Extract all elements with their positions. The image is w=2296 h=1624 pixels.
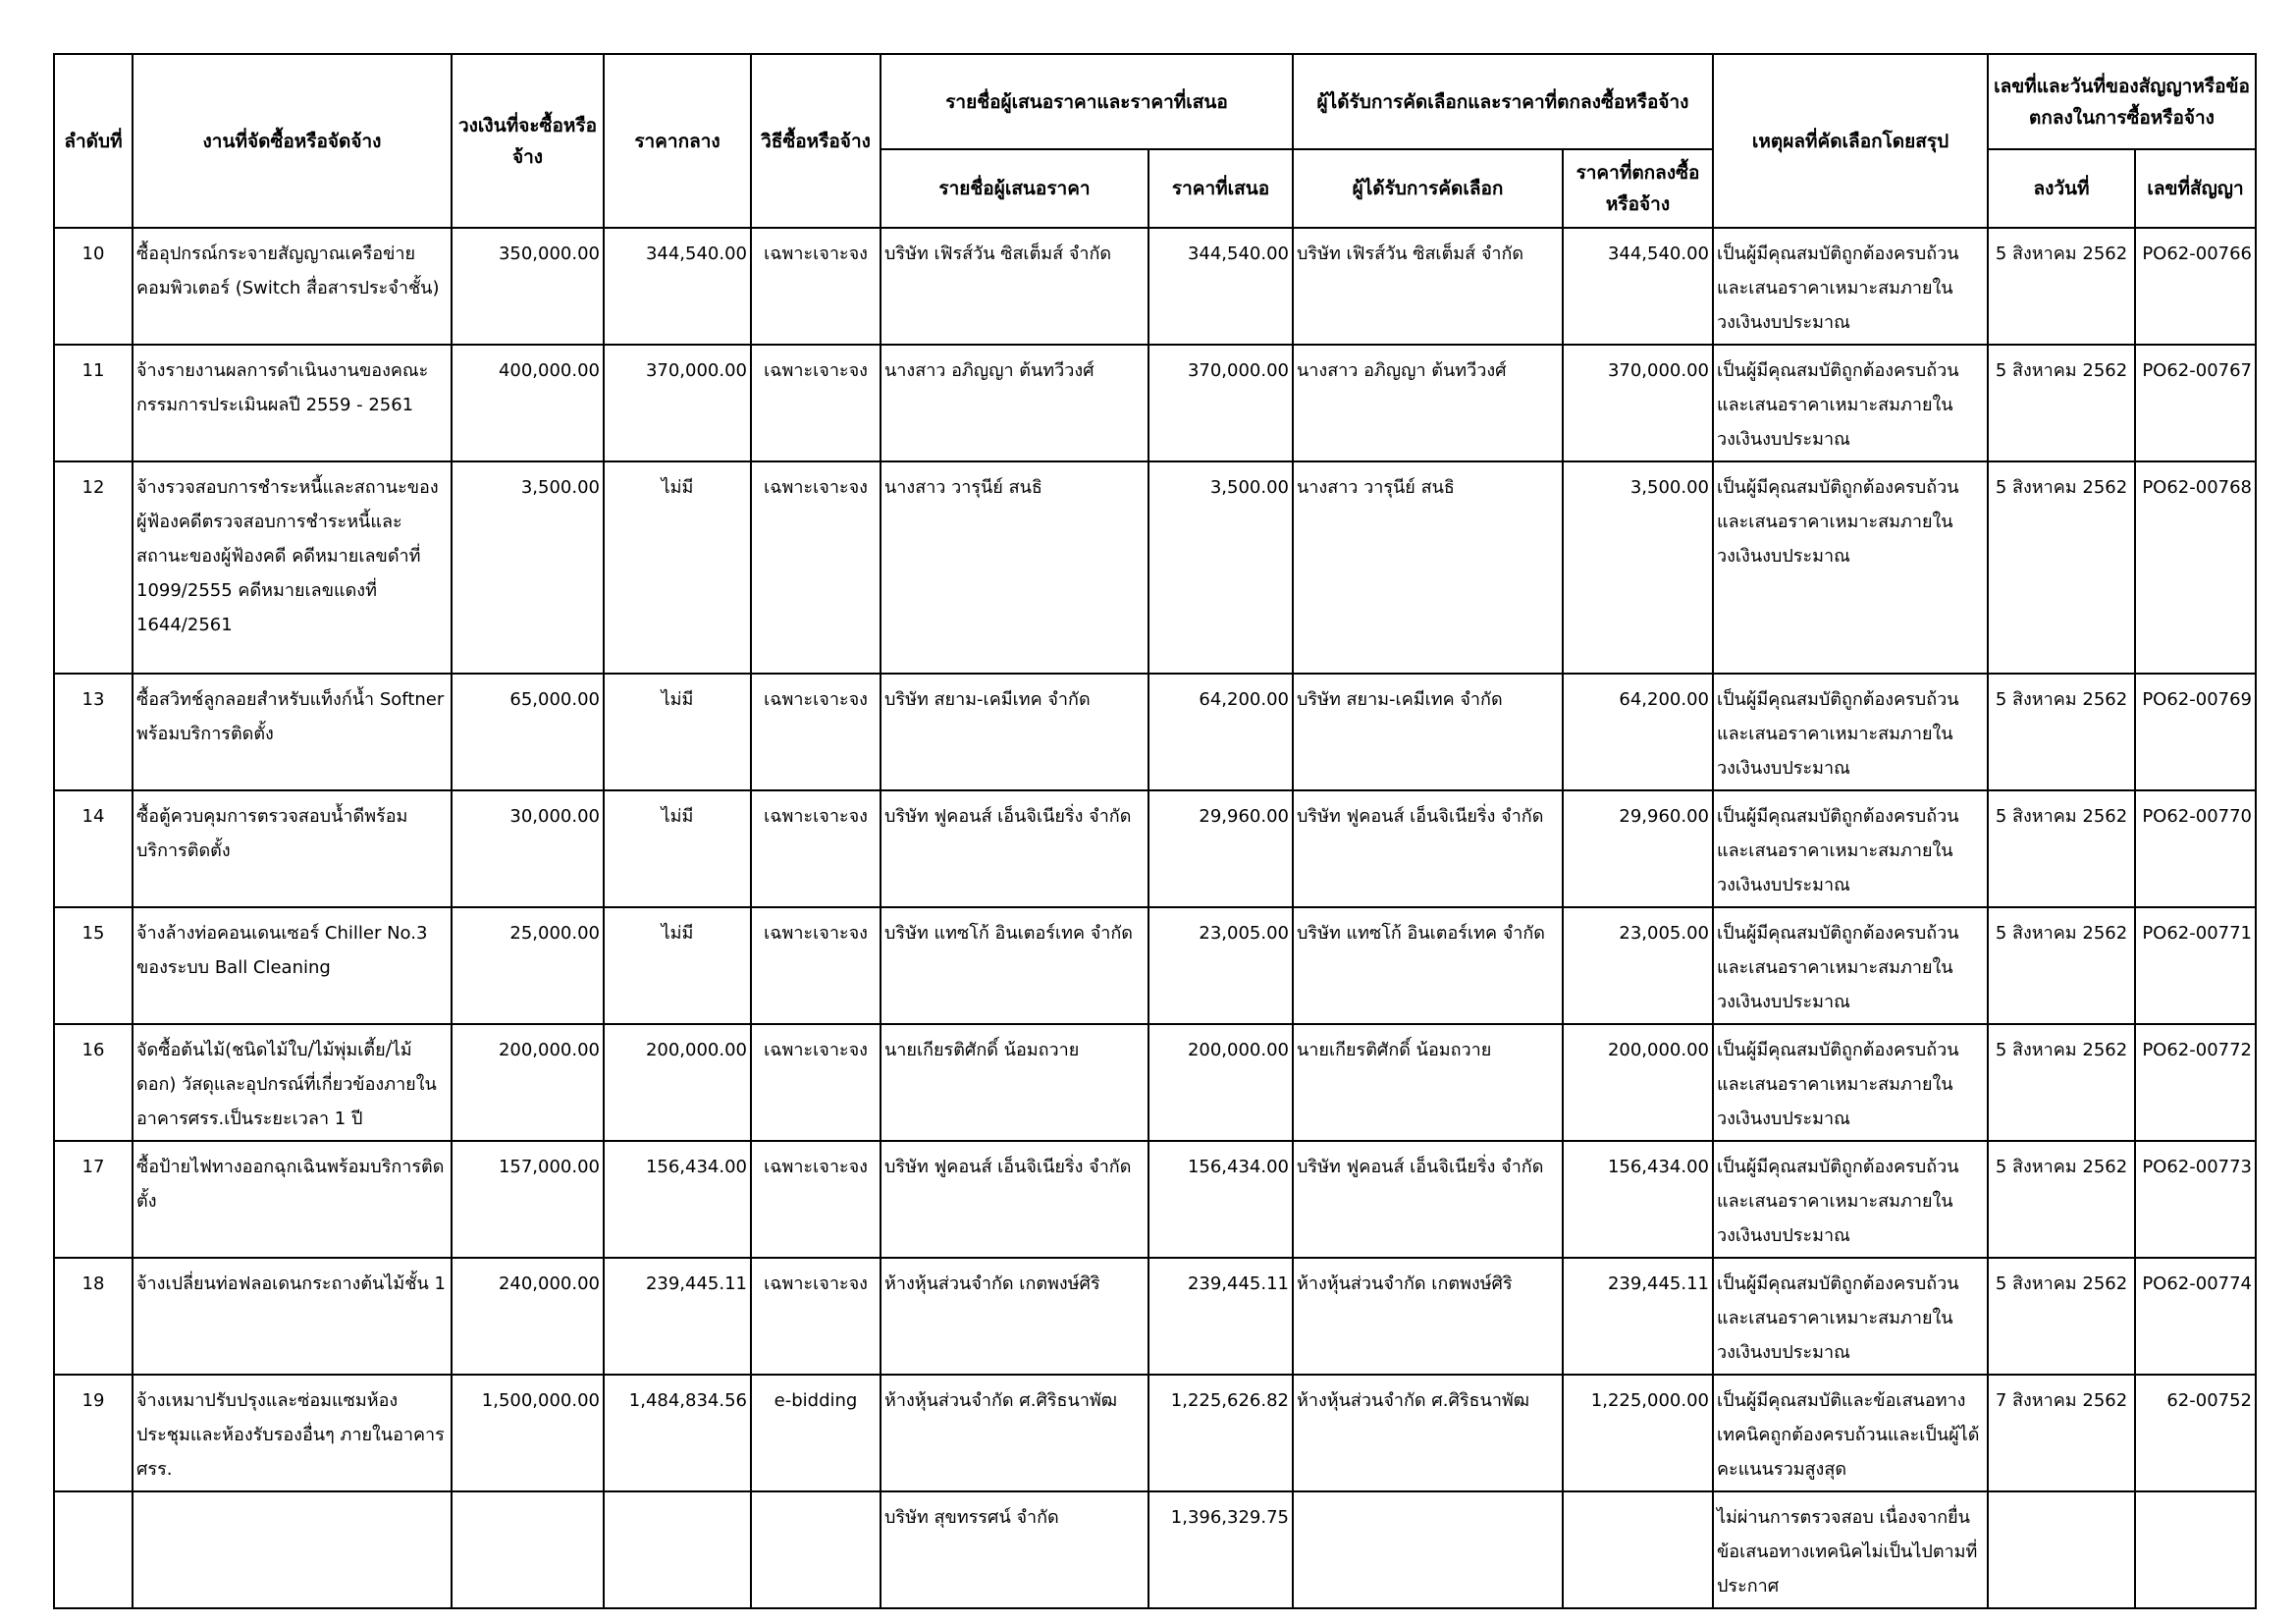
cell-seq: 12 (54, 461, 133, 674)
cell-reason: เป็นผู้มีคุณสมบัติถูกต้องครบถ้วนและเสนอราคาเหมาะสมภายในวงเงินงบประมาณ (1713, 790, 1988, 907)
header-bidders-group: รายชื่อผู้เสนอราคาและราคาที่เสนอ (881, 54, 1293, 149)
cell-reason: ไม่ผ่านการตรวจสอบ เนื่องจากยื่นข้อเสนอทางเทคนิคไม่เป็นไปตามที่ประกาศ (1713, 1491, 1988, 1608)
header-bid-price: ราคาที่เสนอ (1148, 149, 1293, 228)
cell-selected-name: นางสาว อภิญญา ต้นทวีวงศ์ (1293, 345, 1563, 461)
cell-reason: เป็นผู้มีคุณสมบัติถูกต้องครบถ้วนและเสนอราคาเหมาะสมภายในวงเงินงบประมาณ (1713, 345, 1988, 461)
cell-contract-date: 5 สิงหาคม 2562 (1988, 907, 2135, 1024)
cell-contract-date: 5 สิงหาคม 2562 (1988, 228, 2135, 345)
cell-selected-name: นายเกียรติศักดิ์ น้อมถวาย (1293, 1024, 1563, 1141)
cell-bid-price: 156,434.00 (1148, 1141, 1293, 1258)
cell-budget: 65,000.00 (452, 674, 604, 790)
cell-method: เฉพาะเจาะจง (751, 345, 881, 461)
cell-budget: 200,000.00 (452, 1024, 604, 1141)
table-row (54, 1141, 2256, 1258)
cell-contract-date: 5 สิงหาคม 2562 (1988, 1024, 2135, 1141)
table-row (54, 1024, 2256, 1141)
header-bidder-name: รายชื่อผู้เสนอราคา (881, 149, 1148, 228)
cell-bid-price: 1,225,626.82 (1148, 1375, 1293, 1491)
cell-budget: 25,000.00 (452, 907, 604, 1024)
cell-bid-price: 370,000.00 (1148, 345, 1293, 461)
cell-reason: เป็นผู้มีคุณสมบัติและข้อเสนอทางเทคนิคถูกต้องครบถ้วนและเป็นผู้ได้คะแนนรวมสูงสุด (1713, 1375, 1988, 1491)
cell-method: เฉพาะเจาะจง (751, 907, 881, 1024)
table-row (54, 461, 2256, 674)
cell-median-price: 239,445.11 (604, 1258, 751, 1375)
header-method: วิธีซื้อหรือจ้าง (751, 54, 881, 228)
cell-reason: เป็นผู้มีคุณสมบัติถูกต้องครบถ้วนและเสนอราคาเหมาะสมภายในวงเงินงบประมาณ (1713, 461, 1988, 674)
cell-agreed-price: 370,000.00 (1563, 345, 1713, 461)
cell-bidder-name: บริษัท สุขทรรศน์ จำกัด (881, 1491, 1148, 1608)
cell-seq (54, 1491, 133, 1608)
cell-method: เฉพาะเจาะจง (751, 1024, 881, 1141)
cell-reason: เป็นผู้มีคุณสมบัติถูกต้องครบถ้วนและเสนอราคาเหมาะสมภายในวงเงินงบประมาณ (1713, 907, 1988, 1024)
header-median-price: ราคากลาง (604, 54, 751, 228)
cell-selected-name: บริษัท สยาม-เคมีเทค จำกัด (1293, 674, 1563, 790)
cell-bidder-name: นายเกียรติศักดิ์ น้อมถวาย (881, 1024, 1148, 1141)
header-agreed-price: ราคาที่ตกลงซื้อหรือจ้าง (1563, 149, 1713, 228)
cell-method: เฉพาะเจาะจง (751, 1141, 881, 1258)
cell-selected-name: บริษัท ฟูคอนส์ เอ็นจิเนียริ่ง จำกัด (1293, 1141, 1563, 1258)
cell-contract-date: 5 สิงหาคม 2562 (1988, 1141, 2135, 1258)
cell-bidder-name: บริษัท แทซโก้ อินเตอร์เทค จำกัด (881, 907, 1148, 1024)
cell-bid-price: 200,000.00 (1148, 1024, 1293, 1141)
table-row (54, 1491, 2256, 1608)
cell-selected-name: นางสาว วารุนีย์ สนธิ (1293, 461, 1563, 674)
table-row (54, 1258, 2256, 1375)
table-row (54, 345, 2256, 461)
cell-agreed-price: 1,225,000.00 (1563, 1375, 1713, 1491)
cell-bidder-name: บริษัท ฟูคอนส์ เอ็นจิเนียริ่ง จำกัด (881, 1141, 1148, 1258)
cell-contract-date: 5 สิงหาคม 2562 (1988, 1258, 2135, 1375)
cell-contract-no: PO62-00766 (2135, 228, 2256, 345)
cell-selected-name: บริษัท ฟูคอนส์ เอ็นจิเนียริ่ง จำกัด (1293, 790, 1563, 907)
cell-method: เฉพาะเจาะจง (751, 790, 881, 907)
cell-item: จ้างล้างท่อคอนเดนเซอร์ Chiller No.3 ของระบบ Ball Cleaning (133, 907, 452, 1024)
cell-item: ซื้อตู้ควบคุมการตรวจสอบน้ำดีพร้อมบริการติดตั้ง (133, 790, 452, 907)
cell-agreed-price: 344,540.00 (1563, 228, 1713, 345)
cell-reason: เป็นผู้มีคุณสมบัติถูกต้องครบถ้วนและเสนอราคาเหมาะสมภายในวงเงินงบประมาณ (1713, 674, 1988, 790)
cell-agreed-price: 156,434.00 (1563, 1141, 1713, 1258)
cell-median-price: 344,540.00 (604, 228, 751, 345)
cell-median-price: 370,000.00 (604, 345, 751, 461)
cell-selected-name: บริษัท แทซโก้ อินเตอร์เทค จำกัด (1293, 907, 1563, 1024)
cell-seq: 10 (54, 228, 133, 345)
cell-selected-name: ห้างหุ้นส่วนจำกัด ศ.ศิริธนาพัฒ (1293, 1375, 1563, 1491)
header-contract-date: ลงวันที่ (1988, 149, 2135, 228)
header-item: งานที่จัดซื้อหรือจัดจ้าง (133, 54, 452, 228)
cell-item: จัดซื้อต้นไม้(ชนิดไม้ใบ/ไม้พุ่มเตี้ย/ไม้ดอก) วัสดุและอุปกรณ์ที่เกี่ยวข้องภายในอาคารศรร.เป็นระยะเวลา 1 ปี (133, 1024, 452, 1141)
cell-contract-no: PO62-00768 (2135, 461, 2256, 674)
cell-item: ซื้ออุปกรณ์กระจายสัญญาณเครือข่ายคอมพิวเตอร์ (Switch สื่อสารประจำชั้น) (133, 228, 452, 345)
cell-method: เฉพาะเจาะจง (751, 1258, 881, 1375)
cell-reason: เป็นผู้มีคุณสมบัติถูกต้องครบถ้วนและเสนอราคาเหมาะสมภายในวงเงินงบประมาณ (1713, 1141, 1988, 1258)
cell-agreed-price: 239,445.11 (1563, 1258, 1713, 1375)
procurement-table (53, 53, 2257, 1609)
cell-contract-no: PO62-00767 (2135, 345, 2256, 461)
cell-seq: 16 (54, 1024, 133, 1141)
cell-method (751, 1491, 881, 1608)
cell-item: ซื้อป้ายไฟทางออกฉุกเฉินพร้อมบริการติดตั้ง (133, 1141, 452, 1258)
cell-contract-date: 7 สิงหาคม 2562 (1988, 1375, 2135, 1491)
cell-item: จ้างรวจสอบการชำระหนี้และสถานะของผู้ฟ้องคดีตรวจสอบการชำระหนี้และสถานะของผู้ฟ้องคดี คดีหมายเลขดำที่ 1099/2555 คดีหมายเลขแดงที่ 1644/2561 (133, 461, 452, 674)
header-contract-no: เลขที่สัญญา (2135, 149, 2256, 228)
cell-method: เฉพาะเจาะจง (751, 674, 881, 790)
cell-selected-name: ห้างหุ้นส่วนจำกัด เกตพงษ์ศิริ (1293, 1258, 1563, 1375)
cell-item (133, 1491, 452, 1608)
cell-bidder-name: นางสาว อภิญญา ต้นทวีวงศ์ (881, 345, 1148, 461)
header-contract-group: เลขที่และวันที่ของสัญญาหรือข้อตกลงในการซื้อหรือจ้าง (1988, 54, 2256, 149)
cell-seq: 19 (54, 1375, 133, 1491)
cell-budget: 240,000.00 (452, 1258, 604, 1375)
cell-median-price: 200,000.00 (604, 1024, 751, 1141)
cell-agreed-price: 29,960.00 (1563, 790, 1713, 907)
cell-budget: 30,000.00 (452, 790, 604, 907)
cell-bid-price: 23,005.00 (1148, 907, 1293, 1024)
header-selected-group: ผู้ได้รับการคัดเลือกและราคาที่ตกลงซื้อหรือจ้าง (1293, 54, 1713, 149)
cell-seq: 13 (54, 674, 133, 790)
cell-bid-price: 3,500.00 (1148, 461, 1293, 674)
cell-bidder-name: บริษัท สยาม-เคมีเทค จำกัด (881, 674, 1148, 790)
cell-reason: เป็นผู้มีคุณสมบัติถูกต้องครบถ้วนและเสนอราคาเหมาะสมภายในวงเงินงบประมาณ (1713, 228, 1988, 345)
cell-method: เฉพาะเจาะจง (751, 228, 881, 345)
cell-selected-name: บริษัท เฟิรส์วัน ซิสเต็มส์ จำกัด (1293, 228, 1563, 345)
cell-contract-date: 5 สิงหาคม 2562 (1988, 461, 2135, 674)
cell-contract-no: PO62-00773 (2135, 1141, 2256, 1258)
header-selected-name: ผู้ได้รับการคัดเลือก (1293, 149, 1563, 228)
cell-contract-date: 5 สิงหาคม 2562 (1988, 790, 2135, 907)
cell-bidder-name: บริษัท เฟิรส์วัน ซิสเต็มส์ จำกัด (881, 228, 1148, 345)
cell-budget: 1,500,000.00 (452, 1375, 604, 1491)
cell-selected-name (1293, 1491, 1563, 1608)
table-row (54, 790, 2256, 907)
cell-agreed-price: 64,200.00 (1563, 674, 1713, 790)
cell-median-price: 156,434.00 (604, 1141, 751, 1258)
cell-item: จ้างรายงานผลการดำเนินงานของคณะกรรมการประเมินผลปี 2559 - 2561 (133, 345, 452, 461)
cell-contract-no: PO62-00772 (2135, 1024, 2256, 1141)
cell-median-price: ไม่มี (604, 790, 751, 907)
cell-agreed-price: 3,500.00 (1563, 461, 1713, 674)
cell-contract-no: PO62-00769 (2135, 674, 2256, 790)
cell-agreed-price: 23,005.00 (1563, 907, 1713, 1024)
cell-median-price: ไม่มี (604, 674, 751, 790)
table-row (54, 1375, 2256, 1491)
cell-contract-no: PO62-00770 (2135, 790, 2256, 907)
cell-median-price: 1,484,834.56 (604, 1375, 751, 1491)
cell-seq: 14 (54, 790, 133, 907)
cell-bidder-name: บริษัท ฟูคอนส์ เอ็นจิเนียริ่ง จำกัด (881, 790, 1148, 907)
cell-seq: 15 (54, 907, 133, 1024)
cell-contract-no: PO62-00774 (2135, 1258, 2256, 1375)
cell-contract-no: PO62-00771 (2135, 907, 2256, 1024)
cell-reason: เป็นผู้มีคุณสมบัติถูกต้องครบถ้วนและเสนอราคาเหมาะสมภายในวงเงินงบประมาณ (1713, 1024, 1988, 1141)
cell-contract-date: 5 สิงหาคม 2562 (1988, 345, 2135, 461)
header-budget: วงเงินที่จะซื้อหรือจ้าง (452, 54, 604, 228)
table-row (54, 907, 2256, 1024)
cell-bid-price: 239,445.11 (1148, 1258, 1293, 1375)
cell-seq: 11 (54, 345, 133, 461)
cell-bidder-name: ห้างหุ้นส่วนจำกัด เกตพงษ์ศิริ (881, 1258, 1148, 1375)
cell-budget: 157,000.00 (452, 1141, 604, 1258)
cell-reason: เป็นผู้มีคุณสมบัติถูกต้องครบถ้วนและเสนอราคาเหมาะสมภายในวงเงินงบประมาณ (1713, 1258, 1988, 1375)
cell-bid-price: 29,960.00 (1148, 790, 1293, 907)
cell-contract-date: 5 สิงหาคม 2562 (1988, 674, 2135, 790)
table-row (54, 228, 2256, 345)
cell-budget (452, 1491, 604, 1608)
cell-contract-no (2135, 1491, 2256, 1608)
cell-contract-date (1988, 1491, 2135, 1608)
cell-bid-price: 64,200.00 (1148, 674, 1293, 790)
cell-bidder-name: นางสาว วารุนีย์ สนธิ (881, 461, 1148, 674)
cell-agreed-price (1563, 1491, 1713, 1608)
cell-item: จ้างเปลี่ยนท่อฟลอเดนกระถางต้นไม้ชั้น 1 (133, 1258, 452, 1375)
cell-agreed-price: 200,000.00 (1563, 1024, 1713, 1141)
cell-median-price (604, 1491, 751, 1608)
cell-bidder-name: ห้างหุ้นส่วนจำกัด ศ.ศิริธนาพัฒ (881, 1375, 1148, 1491)
cell-method: เฉพาะเจาะจง (751, 461, 881, 674)
header-seq: ลำดับที่ (54, 54, 133, 228)
cell-method: e-bidding (751, 1375, 881, 1491)
cell-bid-price: 1,396,329.75 (1148, 1491, 1293, 1608)
cell-budget: 3,500.00 (452, 461, 604, 674)
cell-item: จ้างเหมาปรับปรุงและซ่อมแซมห้องประชุมและห้องรับรองอื่นๆ ภายในอาคาร ศรร. (133, 1375, 452, 1491)
table-row (54, 674, 2256, 790)
cell-median-price: ไม่มี (604, 461, 751, 674)
cell-median-price: ไม่มี (604, 907, 751, 1024)
cell-seq: 17 (54, 1141, 133, 1258)
header-reason: เหตุผลที่คัดเลือกโดยสรุป (1713, 54, 1988, 228)
cell-item: ซื้อสวิทช์ลูกลอยสำหรับแท็งก์น้ำ Softner พร้อมบริการติดตั้ง (133, 674, 452, 790)
cell-contract-no: 62-00752 (2135, 1375, 2256, 1491)
cell-budget: 400,000.00 (452, 345, 604, 461)
cell-bid-price: 344,540.00 (1148, 228, 1293, 345)
cell-budget: 350,000.00 (452, 228, 604, 345)
cell-seq: 18 (54, 1258, 133, 1375)
